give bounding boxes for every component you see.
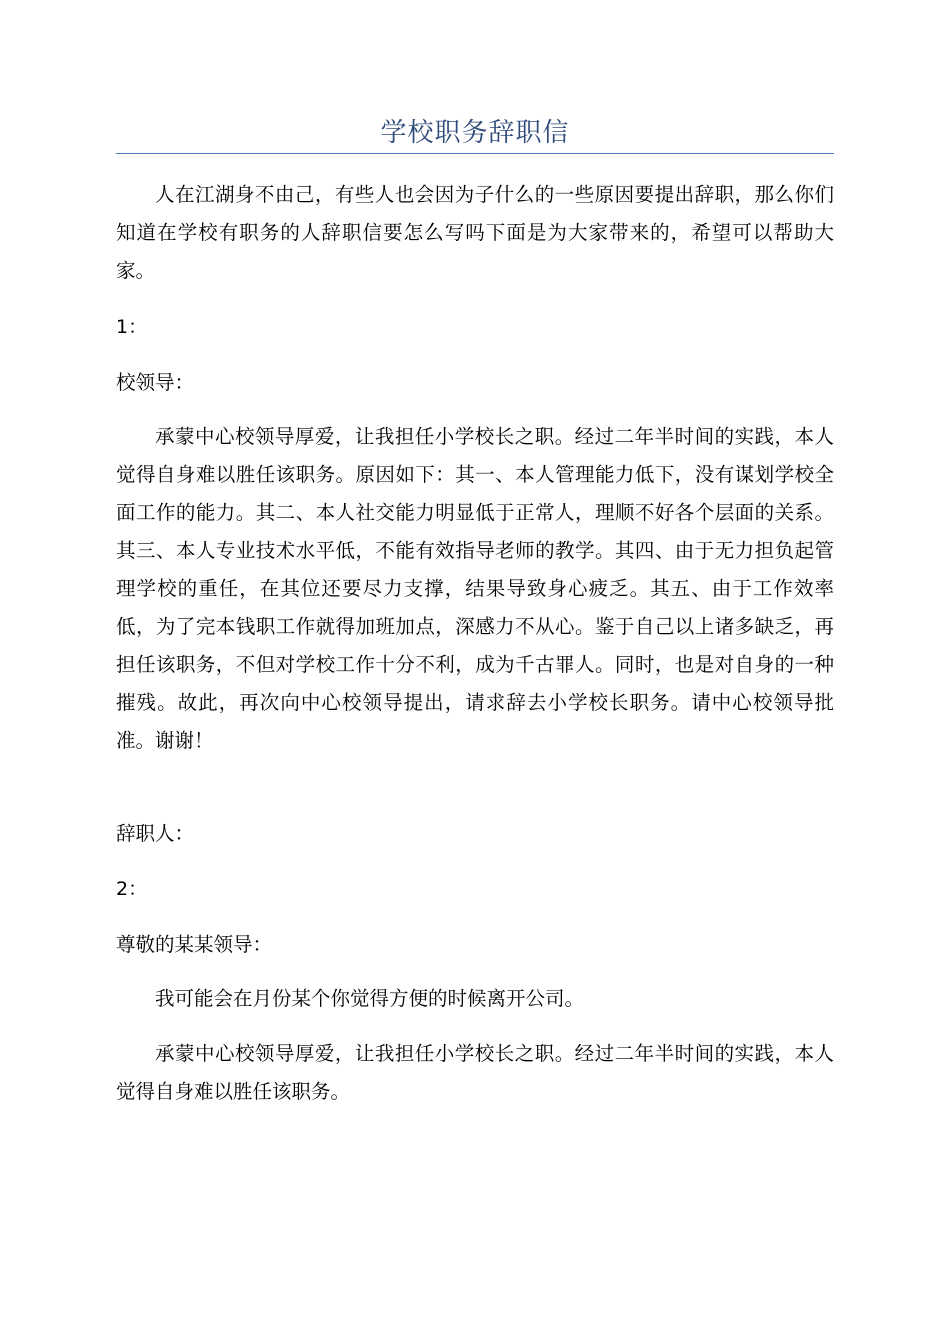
section-1-signature: 辞职人：: [116, 822, 195, 845]
section-2-number: 2：: [116, 878, 148, 900]
intro-paragraph: 人在江湖身不由己，有些人也会因为子什么的一些原因要提出辞职，那么你们知道在学校有职务的人辞职信要怎么写吗下面是为大家带来的，希望可以帮助大家。: [116, 183, 834, 282]
section-2-salutation: 尊敬的某某领导：: [116, 933, 273, 956]
section-2-body-2: 承蒙中心校领导厚爱，让我担任小学校长之职。经过二年半时间的实践，本人觉得自身难以胜任该职务。: [116, 1042, 834, 1103]
title-underline: [116, 153, 834, 154]
document-title: 学校职务辞职信: [380, 118, 570, 148]
section-1-body: 承蒙中心校领导厚爱，让我担任小学校长之职。经过二年半时间的实践，本人觉得自身难以胜任该职务。原因如下：其一、本人管理能力低下，没有谋划学校全面工作的能力。其二、本人社交能力明显低于正常人，理顺不好各个层面的关系。其三、本人专业技术水平低，不能有效指导老师的教学。其四、由于无力担负起管理学校的重任，在其位还要尽力支撑，结果导致身心疲乏。其五、由于工作效率低，为了完本钱职工作就得加班加点，深感力不从心。鉴于自己以上诸多缺乏，再担任该职务，不但对学校工作十分不利，成为千古罪人。同时，也是对自身的一种摧残。故此，再次向中心校领导提出，请求辞去小学校长职务。请中心校领导批准。谢谢！: [116, 425, 834, 752]
section-1-salutation: 校领导：: [116, 371, 195, 394]
section-1-number: 1：: [116, 316, 148, 338]
section-2-body-1: 我可能会在月份某个你觉得方便的时候离开公司。: [155, 987, 585, 1010]
